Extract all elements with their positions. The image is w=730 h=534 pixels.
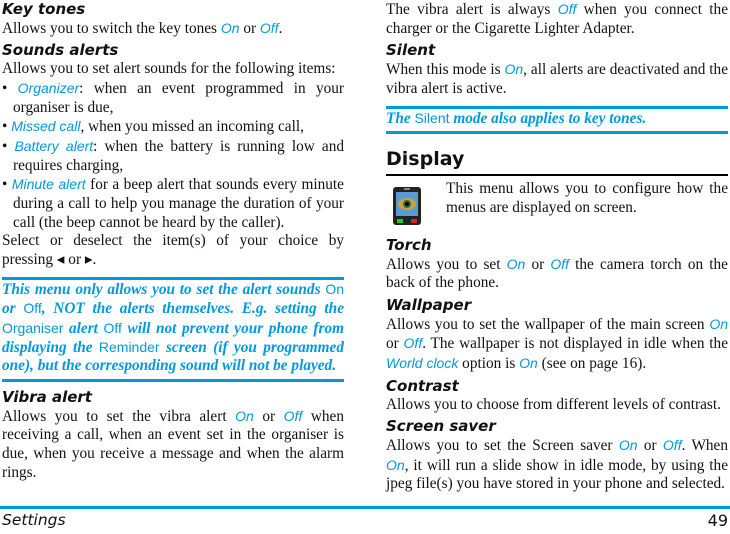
text-run: or xyxy=(253,407,284,425)
text-run: the camera torch on the back of the phone. xyxy=(386,255,728,292)
list-item xyxy=(2,117,344,137)
paragraph xyxy=(386,255,728,293)
menu-term: Off xyxy=(283,407,303,424)
paragraph xyxy=(2,407,344,483)
menu-term: On xyxy=(506,255,526,272)
text-run: when you connect the charger or the Cigarette Lighter Adapter. xyxy=(386,1,728,37)
menu-term: Minute alert xyxy=(11,176,86,193)
menu-term: On xyxy=(519,355,538,372)
text-run: . The wallpaper is not displayed in idle when the xyxy=(422,335,728,353)
section-heading xyxy=(386,236,728,255)
menu-term: On xyxy=(618,436,638,453)
text-run: Allows you to set the wallpaper of the main screen xyxy=(386,315,710,333)
menu-term: Off xyxy=(23,300,42,317)
list-item xyxy=(2,79,344,117)
text-run: or xyxy=(239,19,260,37)
menu-term: Battery alert xyxy=(14,137,94,154)
text-run: Silent xyxy=(386,41,436,60)
text-run: . When xyxy=(681,436,728,454)
text-run: This menu only allows you to set the alert sounds xyxy=(2,280,326,298)
text-run: . xyxy=(278,19,283,37)
text-run: Key tones xyxy=(2,0,86,18)
paragraph xyxy=(386,436,728,494)
menu-term: Off xyxy=(259,19,279,36)
menu-term: On xyxy=(325,280,344,297)
text-run: Torch xyxy=(386,235,432,254)
menu-term: On xyxy=(709,315,728,332)
text-run: Sounds alerts xyxy=(2,41,119,60)
note-box xyxy=(2,277,344,382)
text-run: Vibra alert xyxy=(2,387,92,406)
text-run: The vibra alert is always xyxy=(386,1,558,18)
list-item xyxy=(2,175,344,232)
footer-section-title: Settings xyxy=(2,511,66,529)
menu-term: Missed call xyxy=(11,118,81,135)
text-run: , all alerts are deactivated and the vibra alert is active. xyxy=(386,61,728,97)
text-run: • xyxy=(2,176,12,194)
display-menu-icon xyxy=(392,186,422,226)
menu-term: Off xyxy=(403,335,423,352)
text-run: : when an event programmed in your organiser is due, xyxy=(13,79,344,116)
menu-term: Off xyxy=(557,1,577,17)
text-run: , NOT the alerts themselves. E.g. setting the xyxy=(41,300,344,318)
section-heading xyxy=(386,417,728,436)
paragraph xyxy=(386,60,728,98)
text-run: • xyxy=(2,79,18,97)
menu-term: Off xyxy=(662,436,682,453)
right-column xyxy=(386,0,728,494)
text-run: will not prevent your phone from displaying the xyxy=(2,319,344,357)
section-heading xyxy=(386,146,728,176)
menu-term: Organiser xyxy=(2,319,64,336)
section-heading xyxy=(2,41,344,60)
text-run: Screen saver xyxy=(386,417,496,436)
text-run: Allows you to set xyxy=(386,255,507,273)
text-run: , when you missed an incoming call, xyxy=(80,118,304,136)
text-run: mode also applies to key tones. xyxy=(449,109,647,127)
text-run: This menu allows you to configure how the menus are displayed on screen. xyxy=(446,179,728,216)
text-run: : when the battery is running low and requires charging, xyxy=(13,137,344,174)
text-run: for a beep alert that sounds every minute during a call to help you manage the duration of your call (the beep cannot be heard by the caller). xyxy=(13,176,344,231)
section-heading xyxy=(386,41,728,60)
text-run: Allows you to choose from different levels of contrast. xyxy=(386,395,721,413)
menu-term: On xyxy=(220,19,240,36)
text-run: When this mode is xyxy=(386,61,505,79)
text-run: alert xyxy=(63,319,104,337)
section-heading xyxy=(2,388,344,407)
menu-term: On xyxy=(504,61,524,78)
text-run: or xyxy=(2,300,24,318)
paragraph xyxy=(386,180,728,226)
text-run: Select or deselect the item(s) of your choice by pressing ◂ or ▸. xyxy=(2,232,344,269)
text-run: screen (if you programmed one), but the corresponding sound will not be played. xyxy=(2,339,344,375)
list-item xyxy=(2,137,344,175)
text-run: or xyxy=(637,436,663,454)
text-run: or xyxy=(525,255,551,273)
text-run: when receiving a call, when an event set in the organiser is due, when you receive a message and when the alarm rings. xyxy=(2,407,344,481)
paragraph xyxy=(2,19,344,39)
paragraph xyxy=(386,0,728,38)
menu-term: Reminder xyxy=(98,339,160,356)
text-run: Wallpaper xyxy=(386,296,472,315)
menu-term: On xyxy=(235,407,254,424)
note-box xyxy=(386,106,728,134)
menu-term: World clock xyxy=(386,355,459,372)
menu-term: Silent xyxy=(414,109,450,126)
text-run: Contrast xyxy=(386,376,459,395)
page-number: 49 xyxy=(707,511,728,530)
menu-term: Organizer xyxy=(17,79,80,96)
text-run: (see on page 16). xyxy=(537,355,647,373)
text-run: Allows you to set the Screen saver xyxy=(386,436,619,454)
text-run: option is xyxy=(458,355,520,373)
paragraph xyxy=(2,232,344,269)
paragraph xyxy=(386,396,728,415)
text-run: Display xyxy=(386,147,465,170)
section-heading xyxy=(386,296,728,315)
text-run: • xyxy=(2,137,15,155)
paragraph xyxy=(386,315,728,374)
text-run: • xyxy=(2,118,12,136)
text-run: Allows you to set alert sounds for the following items: xyxy=(2,60,336,78)
text-run: or xyxy=(386,335,404,353)
menu-term: Off xyxy=(103,319,122,336)
menu-term: On xyxy=(386,456,405,473)
left-column xyxy=(2,0,344,482)
text-run: , it will run a slide show in idle mode, by using the jpeg file(s) you have stored in your phone and selected. xyxy=(386,456,728,493)
paragraph xyxy=(2,60,344,79)
section-heading xyxy=(2,0,344,19)
footer-divider xyxy=(0,506,730,509)
text-run: The xyxy=(386,109,415,127)
menu-term: Off xyxy=(550,255,569,272)
text-run: Allows you to switch the key tones xyxy=(2,19,221,37)
text-run: Allows you to set the vibra alert xyxy=(2,407,236,425)
section-heading xyxy=(386,377,728,396)
paragraph xyxy=(446,180,728,226)
